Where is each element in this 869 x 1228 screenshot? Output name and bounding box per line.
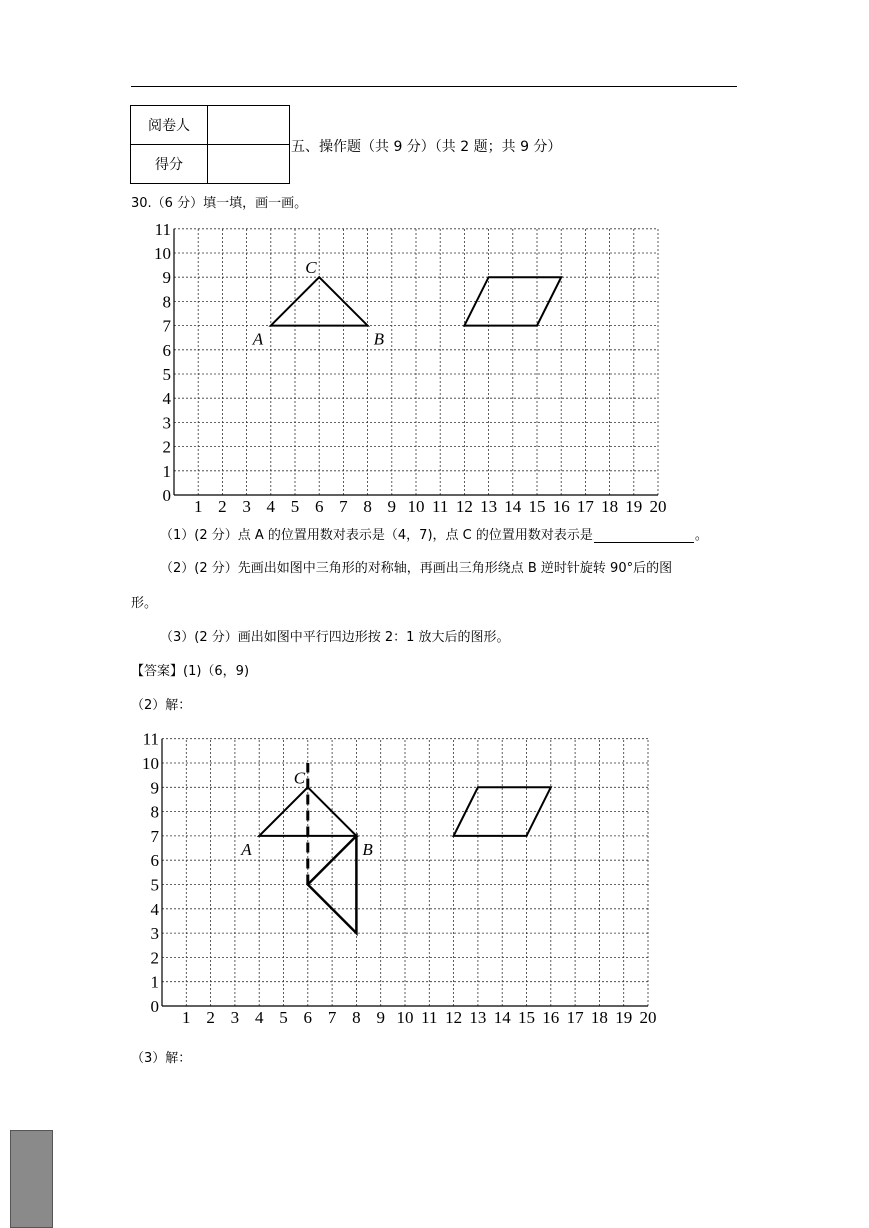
answer-part-2-label: （2）解： [131, 698, 192, 713]
x-tick-label: 2 [218, 497, 227, 515]
question-part-1-text: （1）(2 分）点 A 的位置用数对表示是（4，7)，点 C 的位置用数对表示是 [160, 528, 593, 543]
vertex-label-c: C [293, 768, 306, 788]
grader-cell [208, 106, 290, 145]
y-tick-label: 8 [150, 802, 159, 822]
x-tick-label: 2 [206, 1008, 215, 1027]
page-side-tab [10, 1130, 53, 1228]
y-tick-label: 3 [150, 924, 159, 944]
header-rule [131, 86, 737, 87]
x-tick-label: 17 [576, 497, 594, 515]
x-tick-label: 17 [566, 1008, 584, 1027]
score-cell [208, 145, 290, 184]
x-tick-label: 19 [615, 1008, 633, 1027]
x-tick-label: 8 [363, 497, 372, 515]
y-tick-label: 6 [150, 851, 159, 871]
answer-part-3-label: （3）解： [131, 1051, 192, 1066]
y-tick-label: 5 [150, 875, 159, 895]
x-tick-label: 12 [445, 1008, 463, 1027]
y-tick-label: 2 [150, 948, 159, 968]
x-tick-label: 6 [303, 1008, 313, 1027]
vertex-label-b: B [362, 839, 373, 859]
y-tick-label: 8 [162, 292, 171, 312]
x-tick-label: 11 [421, 1008, 438, 1027]
x-tick-label: 18 [601, 497, 619, 515]
x-tick-label: 9 [376, 1008, 385, 1027]
x-tick-label: 1 [182, 1008, 191, 1027]
x-tick-label: 7 [339, 497, 348, 515]
y-tick-label: 1 [150, 972, 159, 992]
y-tick-label: 6 [162, 340, 171, 360]
grader-label: 阅卷人 [131, 106, 208, 145]
y-tick-label: 2 [162, 437, 171, 457]
x-tick-label: 10 [396, 1008, 414, 1027]
y-tick-label: 4 [150, 899, 159, 919]
answer-blank [594, 528, 694, 543]
y-tick-label: 0 [150, 997, 159, 1016]
answer-label: 【答案】(1)（6，9) [131, 664, 250, 679]
score-table [130, 105, 290, 184]
x-tick-label: 4 [266, 497, 276, 515]
x-tick-label: 18 [590, 1008, 608, 1027]
x-tick-label: 13 [480, 497, 498, 515]
x-tick-label: 7 [327, 1008, 337, 1027]
x-tick-label: 14 [493, 1008, 511, 1027]
x-tick-label: 5 [290, 497, 300, 515]
x-tick-label: 19 [625, 497, 643, 515]
vertex-label-b: B [373, 329, 384, 349]
x-tick-label: 3 [230, 1008, 240, 1027]
x-tick-label: 6 [314, 497, 324, 515]
y-tick-label: 0 [162, 486, 171, 505]
x-tick-label: 20 [639, 1008, 657, 1027]
y-tick-label: 11 [154, 219, 171, 239]
x-tick-label: 9 [387, 497, 397, 515]
y-tick-label: 11 [142, 729, 159, 749]
y-tick-label: 10 [154, 244, 171, 263]
x-tick-label: 20 [649, 497, 667, 515]
y-tick-label: 4 [162, 389, 171, 409]
question-title: 30.（6 分）填一填，画一画。 [131, 196, 308, 211]
x-tick-label: 11 [432, 497, 449, 515]
x-tick-label: 16 [542, 1008, 560, 1027]
x-tick-label: 14 [504, 497, 522, 515]
x-tick-label: 1 [193, 497, 203, 515]
y-tick-label: 7 [162, 316, 171, 336]
y-tick-label: 7 [150, 826, 159, 846]
x-tick-label: 15 [528, 497, 546, 515]
question-part-2-line-2: 形。 [131, 596, 158, 611]
coordinate-grid-figure-2 [125, 725, 665, 1030]
x-tick-label: 8 [352, 1008, 361, 1027]
question-part-1 [160, 524, 708, 543]
x-tick-label: 3 [242, 497, 251, 515]
x-tick-label: 16 [552, 497, 570, 515]
x-tick-label: 15 [518, 1008, 535, 1027]
y-tick-label: 9 [162, 268, 171, 288]
y-tick-label: 1 [162, 461, 171, 481]
x-tick-label: 13 [469, 1008, 487, 1027]
question-part-2-line-1: （2）(2 分）先画出如图中三角形的对称轴，再画出三角形绕点 B 逆时针旋转 90°后的图 [160, 561, 673, 576]
question-part-1-end: 。 [694, 528, 708, 543]
x-tick-label: 5 [279, 1008, 288, 1027]
x-tick-label: 4 [254, 1008, 264, 1027]
y-tick-label: 3 [162, 413, 171, 433]
x-tick-label: 12 [455, 497, 473, 515]
score-label: 得分 [131, 145, 208, 184]
question-part-3: （3）(2 分）画出如图中平行四边形按 2：1 放大后的图形。 [160, 630, 510, 645]
coordinate-grid-figure-1 [135, 215, 675, 515]
vertex-label-c: C [305, 258, 317, 278]
section-title: 五、操作题（共 9 分）（共 2 题；共 9 分） [291, 139, 562, 155]
y-tick-label: 5 [162, 365, 171, 384]
vertex-label-a: A [252, 329, 264, 349]
x-tick-label: 10 [407, 497, 425, 515]
y-tick-label: 9 [150, 778, 159, 798]
vertex-label-a: A [241, 839, 252, 859]
y-tick-label: 10 [142, 754, 159, 773]
